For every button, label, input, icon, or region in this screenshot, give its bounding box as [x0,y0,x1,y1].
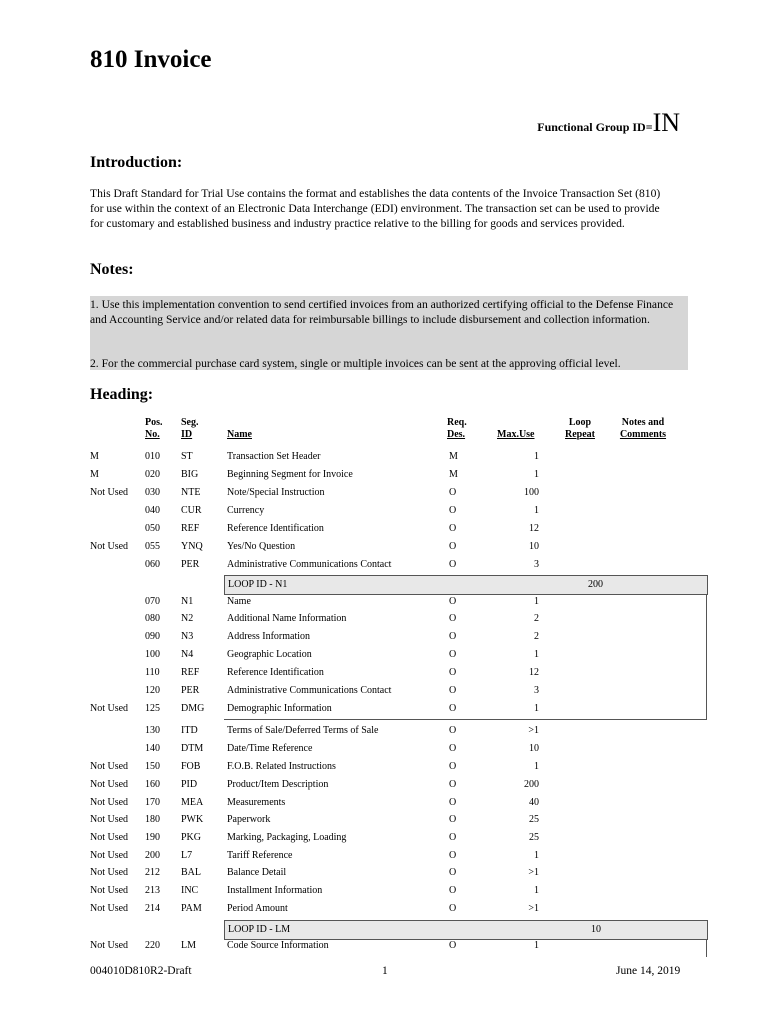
col-header-notes: Notes and Comments [619,417,667,440]
document-title: 810 Invoice [90,46,212,73]
footer-document-id: 004010D810R2-Draft [90,965,192,977]
note-1: 1. Use this implementation convention to send certified invoices from an authorized certifying official to the Defense Finance and Accounting Service and/or related data for reimbursable billings to include disbursement and collection information. [90,298,674,326]
table-row: Not Used 212 BAL Balance Detail O >1 [90,867,539,878]
table-row: 090 N3 Address Information O 2 [145,631,539,642]
table-row: 130 ITD Terms of Sale/Deferred Terms of Sale O >1 [145,725,539,736]
introduction-heading: Introduction: [90,154,183,171]
table-row: 110 REF Reference Identification O 12 [145,667,539,678]
table-row: Not Used 220 LM Code Source Information O 1 [90,940,539,951]
footer-page-number: 1 [382,965,388,977]
footer-date: June 14, 2019 [616,965,681,977]
table-row: 050 REF Reference Identification O 12 [145,523,539,534]
col-header-loop-repeat: Loop Repeat [565,417,595,440]
table-row: Not Used 180 PWK Paperwork O 25 [90,814,539,825]
table-row: Not Used 160 PID Product/Item Description O 200 [90,779,539,790]
col-header-seg: Seg. ID [181,417,199,440]
table-row: 080 N2 Additional Name Information O 2 [145,613,539,624]
heading-section-title: Heading: [90,386,154,403]
note-2: 2. For the commercial purchase card system, single or multiple invoices can be sent at the approving official level. [90,357,621,370]
table-row: 060 PER Administrative Communications Contact O 3 [145,559,539,570]
table-row: 040 CUR Currency O 1 [145,505,539,516]
functional-group-id [537,108,680,138]
loop-header-n1: LOOP ID - N1 200 [224,575,708,595]
table-row: Not Used 200 L7 Tariff Reference O 1 [90,850,539,861]
table-row: Not Used 030 NTE Note/Special Instruction O 100 [90,487,539,498]
table-row: Not Used 150 FOB F.O.B. Related Instructions O 1 [90,761,539,772]
loop-header-lm: LOOP ID - LM 10 [224,920,708,940]
col-header-name: Name [227,429,252,440]
table-row: Not Used 190 PKG Marking, Packaging, Loading O 25 [90,832,539,843]
table-row: 140 DTM Date/Time Reference O 10 [145,743,539,754]
table-row: M 020 BIG Beginning Segment for Invoice M 1 [90,469,539,480]
table-row: 100 N4 Geographic Location O 1 [145,649,539,660]
table-row: 120 PER Administrative Communications Contact O 3 [145,685,539,696]
table-row: Not Used 055 YNQ Yes/No Question O 10 [90,541,539,552]
notes-heading: Notes: [90,261,134,278]
functional-group-value: IN [652,108,680,137]
table-row: Not Used 213 INC Installment Information O 1 [90,885,539,896]
col-header-pos: Pos. No. [145,417,163,440]
introduction-text: This Draft Standard for Trial Use contains the format and establishes the data contents of the Invoice Transaction Set (810) for use within the context of an Electronic Data Interchange (EDI) environment. The transaction set can be used to provide for customary and established business and industry practice relative to the billing for goods and services provided. [90,187,661,230]
table-row: Not Used 125 DMG Demographic Information O 1 [90,703,539,714]
table-row: Not Used 214 PAM Period Amount O >1 [90,903,539,914]
table-row: Not Used 170 MEA Measurements O 40 [90,797,539,808]
col-header-max-use: Max.Use [497,429,535,440]
functional-group-label: Functional Group ID= [537,120,653,134]
table-row: 070 N1 Name O 1 [145,596,539,607]
col-header-req: Req. Des. [447,417,467,440]
table-row: M 010 ST Transaction Set Header M 1 [90,451,539,462]
